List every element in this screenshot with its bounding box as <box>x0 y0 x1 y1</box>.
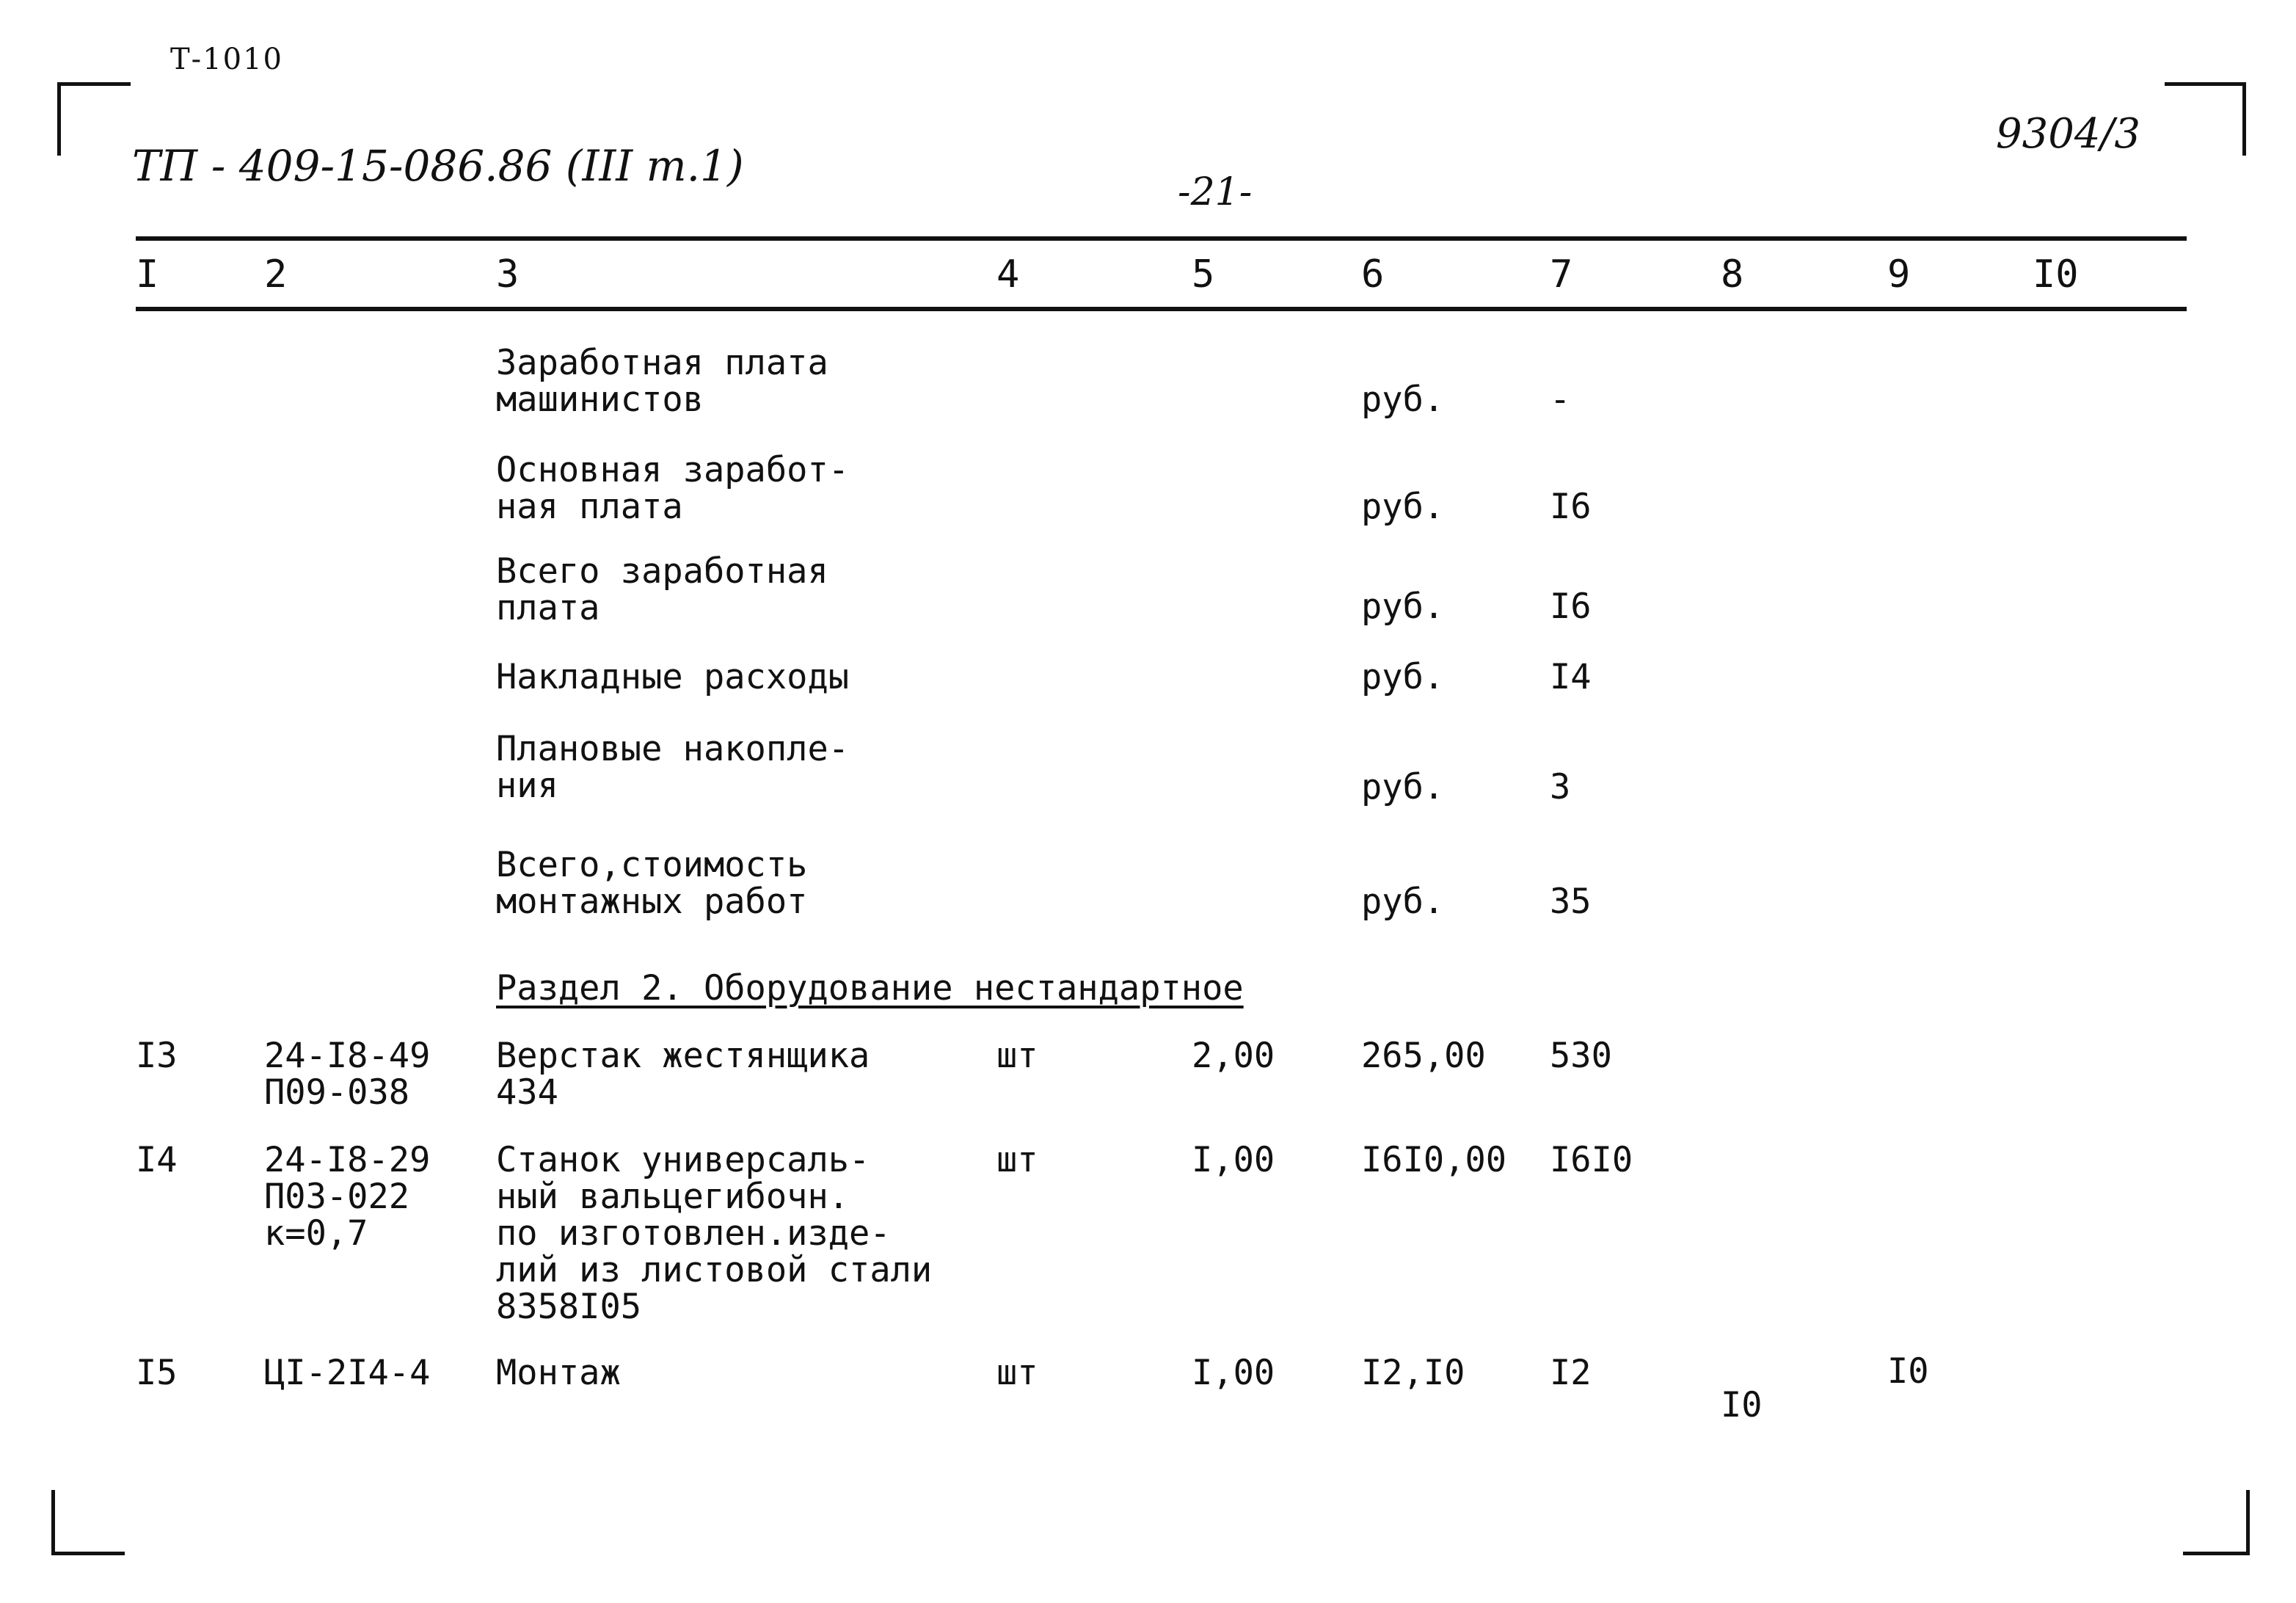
column-header-9: 9 <box>1887 252 1911 297</box>
column-header-8: 8 <box>1721 252 1744 297</box>
corner-mark-bottom-right-vertical <box>2246 1490 2250 1555</box>
summary-name-total-wage: Всего заработная плата <box>496 551 828 628</box>
column-header-10: I0 <box>2033 252 2079 297</box>
summary-unit-total-installation-cost: руб. <box>1361 882 1445 922</box>
summary-name-planned-savings: Плановые накопле- ния <box>496 729 850 806</box>
summary-name-total-installation-cost: Всего,стоимость монтажных работ <box>496 845 808 922</box>
summary-unit-machinists-wage: руб. <box>1361 379 1445 420</box>
corner-mark-top-right-vertical <box>2242 82 2246 156</box>
summary-unit-total-wage: руб. <box>1361 586 1445 627</box>
summary-unit-overhead: руб. <box>1361 657 1445 697</box>
corner-mark-top-right <box>2165 82 2245 86</box>
item-quantity: 2,00 <box>1192 1036 1275 1076</box>
item-code: 24-I8-29 П03-022 к=0,7 <box>264 1140 431 1254</box>
corner-mark-top-left <box>57 82 131 86</box>
corner-mark-top-left-vertical <box>57 82 61 156</box>
summary-value-planned-savings: 3 <box>1550 767 1571 807</box>
column-header-4: 4 <box>996 252 1020 297</box>
item-name: Станок универсаль- ный вальцегибочн. по изготовлен.изде- лий из листовой стали 8358I05 <box>496 1140 933 1327</box>
item-price: I6I0,00 <box>1361 1140 1507 1180</box>
item-total: I2 <box>1550 1353 1592 1393</box>
document-code: ТП - 409-15-086.86 (III т.1) <box>132 141 744 191</box>
item-price: I2,I0 <box>1361 1353 1465 1393</box>
summary-value-total-wage: I6 <box>1550 586 1592 627</box>
item-unit: шт <box>996 1036 1038 1076</box>
item-number: I4 <box>136 1140 178 1180</box>
archive-number: 9304/3 <box>1996 110 2141 158</box>
item-column-8-value: I0 <box>1721 1385 1763 1425</box>
item-quantity: I,00 <box>1192 1353 1275 1393</box>
summary-name-overhead: Накладные расходы <box>496 657 850 697</box>
section-title: Раздел 2. Оборудование нестандартное <box>496 968 1244 1008</box>
summary-value-base-wage: I6 <box>1550 487 1592 527</box>
item-total: I6I0 <box>1550 1140 1633 1180</box>
item-unit: шт <box>996 1140 1038 1180</box>
summary-value-total-installation-cost: 35 <box>1550 882 1592 922</box>
item-number: I3 <box>136 1036 178 1076</box>
item-column-9-value: I0 <box>1887 1351 1929 1392</box>
document-stamp: Т-1010 <box>170 43 283 76</box>
item-code: 24-I8-49 П09-038 <box>264 1036 431 1113</box>
item-number: I5 <box>136 1353 178 1393</box>
column-header-2: 2 <box>264 252 288 297</box>
table-top-rule <box>136 236 2187 241</box>
summary-unit-planned-savings: руб. <box>1361 767 1445 807</box>
table-header-rule <box>136 307 2187 311</box>
column-header-5: 5 <box>1192 252 1215 297</box>
column-header-1: I <box>136 252 159 297</box>
item-price: 265,00 <box>1361 1036 1486 1076</box>
page-number: -21- <box>1178 170 1253 214</box>
column-header-6: 6 <box>1361 252 1385 297</box>
column-header-3: 3 <box>496 252 520 297</box>
item-unit: шт <box>996 1353 1038 1393</box>
summary-unit-base-wage: руб. <box>1361 487 1445 527</box>
summary-name-machinists-wage: Заработная плата машинистов <box>496 343 828 420</box>
summary-value-overhead: I4 <box>1550 657 1592 697</box>
column-header-7: 7 <box>1550 252 1573 297</box>
item-name: Монтаж <box>496 1353 621 1393</box>
item-quantity: I,00 <box>1192 1140 1275 1180</box>
item-total: 530 <box>1550 1036 1612 1076</box>
corner-mark-bottom-right <box>2183 1552 2249 1555</box>
item-code: ЦI-2I4-4 <box>264 1353 431 1393</box>
corner-mark-bottom-left <box>51 1552 125 1555</box>
item-name: Верстак жестянщика 434 <box>496 1036 870 1113</box>
summary-name-base-wage: Основная заработ- ная плата <box>496 450 850 527</box>
summary-value-machinists-wage: - <box>1550 379 1571 420</box>
corner-mark-bottom-left-vertical <box>51 1490 55 1555</box>
